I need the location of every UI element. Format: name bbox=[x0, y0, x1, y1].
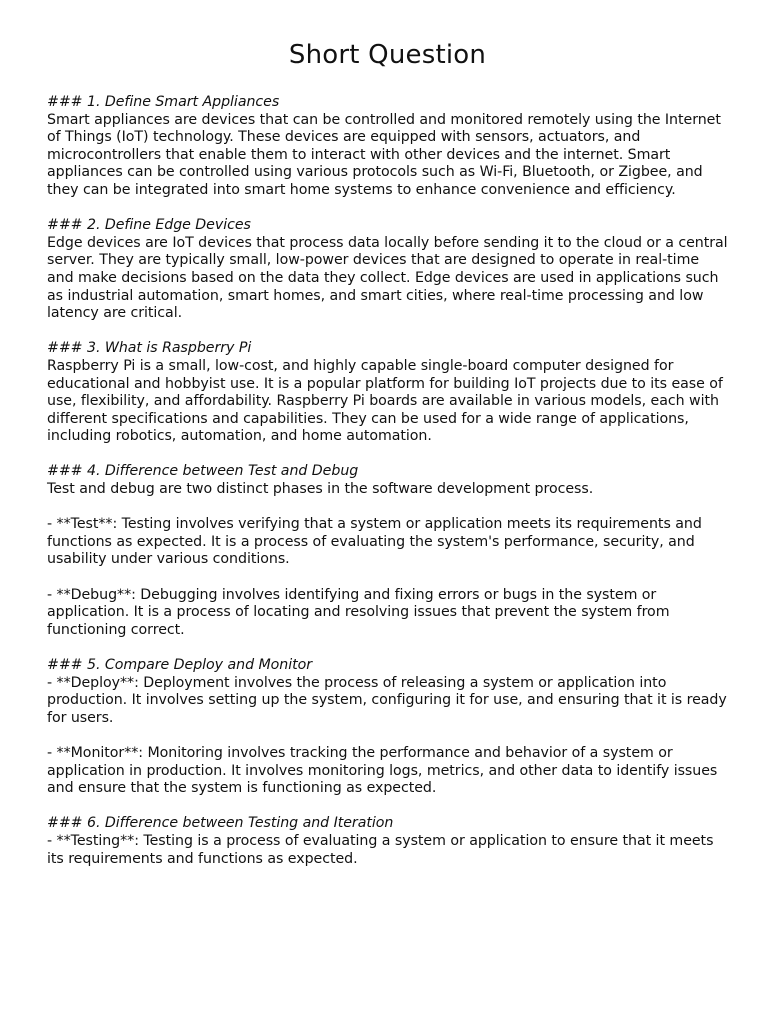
section-paragraph: Test and debug are two distinct phases in the software development process. bbox=[47, 481, 594, 498]
section-3 bbox=[47, 340, 728, 446]
section-heading: ### 4. Difference between Test and Debug bbox=[47, 463, 359, 480]
bullet-deploy: - **Deploy**: Deployment involves the process of releasing a system or application into production. It involves setting up the system, configuring it for use, and ensuring that it is ready for users. bbox=[47, 674, 727, 726]
paragraph-gap bbox=[47, 569, 728, 587]
section-heading: ### 5. Compare Deploy and Monitor bbox=[47, 657, 313, 673]
section-heading: ### 6. Difference between Testing and Iteration bbox=[47, 815, 394, 832]
section-5 bbox=[47, 657, 728, 798]
section-2 bbox=[47, 217, 728, 323]
bullet-test: - **Test**: Testing involves verifying that a system or application meets its requirements and functions as expected. It is a process of evaluating the system's performance, security, and usability under various conditions. bbox=[47, 516, 702, 568]
bullet-testing: - **Testing**: Testing is a process of evaluating a system or application to ensure that it meets its requirements and functions as expected. bbox=[47, 832, 714, 867]
page-title: Short Question bbox=[288, 40, 487, 70]
section-1 bbox=[47, 94, 728, 200]
section-heading: ### 3. What is Raspberry Pi bbox=[47, 340, 252, 357]
paragraph-gap bbox=[47, 499, 728, 517]
bullet-monitor: - **Monitor**: Monitoring involves tracking the performance and behavior of a system or application in production. It involves monitoring logs, metrics, and other data to identify issues and ensure that the system is functioning as expected. bbox=[47, 744, 718, 797]
section-paragraph: Raspberry Pi is a small, low-cost, and highly capable single-board computer designed for educational and hobbyist use. It is a popular platform for building IoT projects due to its ease of use, flexibility, and affordability. Raspberry Pi boards are available in various models, each with different specifications and capabilities. They can be used for a wide range of applications, including robotics, automation, and home automation. bbox=[47, 357, 723, 445]
section-paragraph: Edge devices are IoT devices that process data locally before sending it to the cloud or a central server. They are typically small, low-power devices that are designed to operate in real-time and make decisions based on the data they collect. Edge devices are used in applications such as industrial automation, smart homes, and smart cities, where real-time processing and low latency are critical. bbox=[47, 234, 728, 322]
section-4 bbox=[47, 463, 728, 639]
section-6 bbox=[47, 815, 728, 868]
document-body bbox=[47, 94, 728, 868]
section-paragraph: Smart appliances are devices that can be controlled and monitored remotely using the Internet of Things (IoT) technology. These devices are equipped with sensors, actuators, and microcontrollers that enable them to interact with other devices and the internet. Smart appliances can be controlled using various protocols such as Wi-Fi, Bluetooth, or Zigbee, and they can be integrated into smart home systems to enhance convenience and efficiency. bbox=[47, 111, 721, 198]
section-heading: ### 1. Define Smart Appliances bbox=[47, 94, 280, 110]
paragraph-gap bbox=[47, 727, 728, 745]
section-heading: ### 2. Define Edge Devices bbox=[47, 217, 251, 234]
bullet-debug: - **Debug**: Debugging involves identifying and fixing errors or bugs in the system or application. It is a process of locating and resolving issues that prevent the system from functioning correct. bbox=[47, 586, 670, 638]
